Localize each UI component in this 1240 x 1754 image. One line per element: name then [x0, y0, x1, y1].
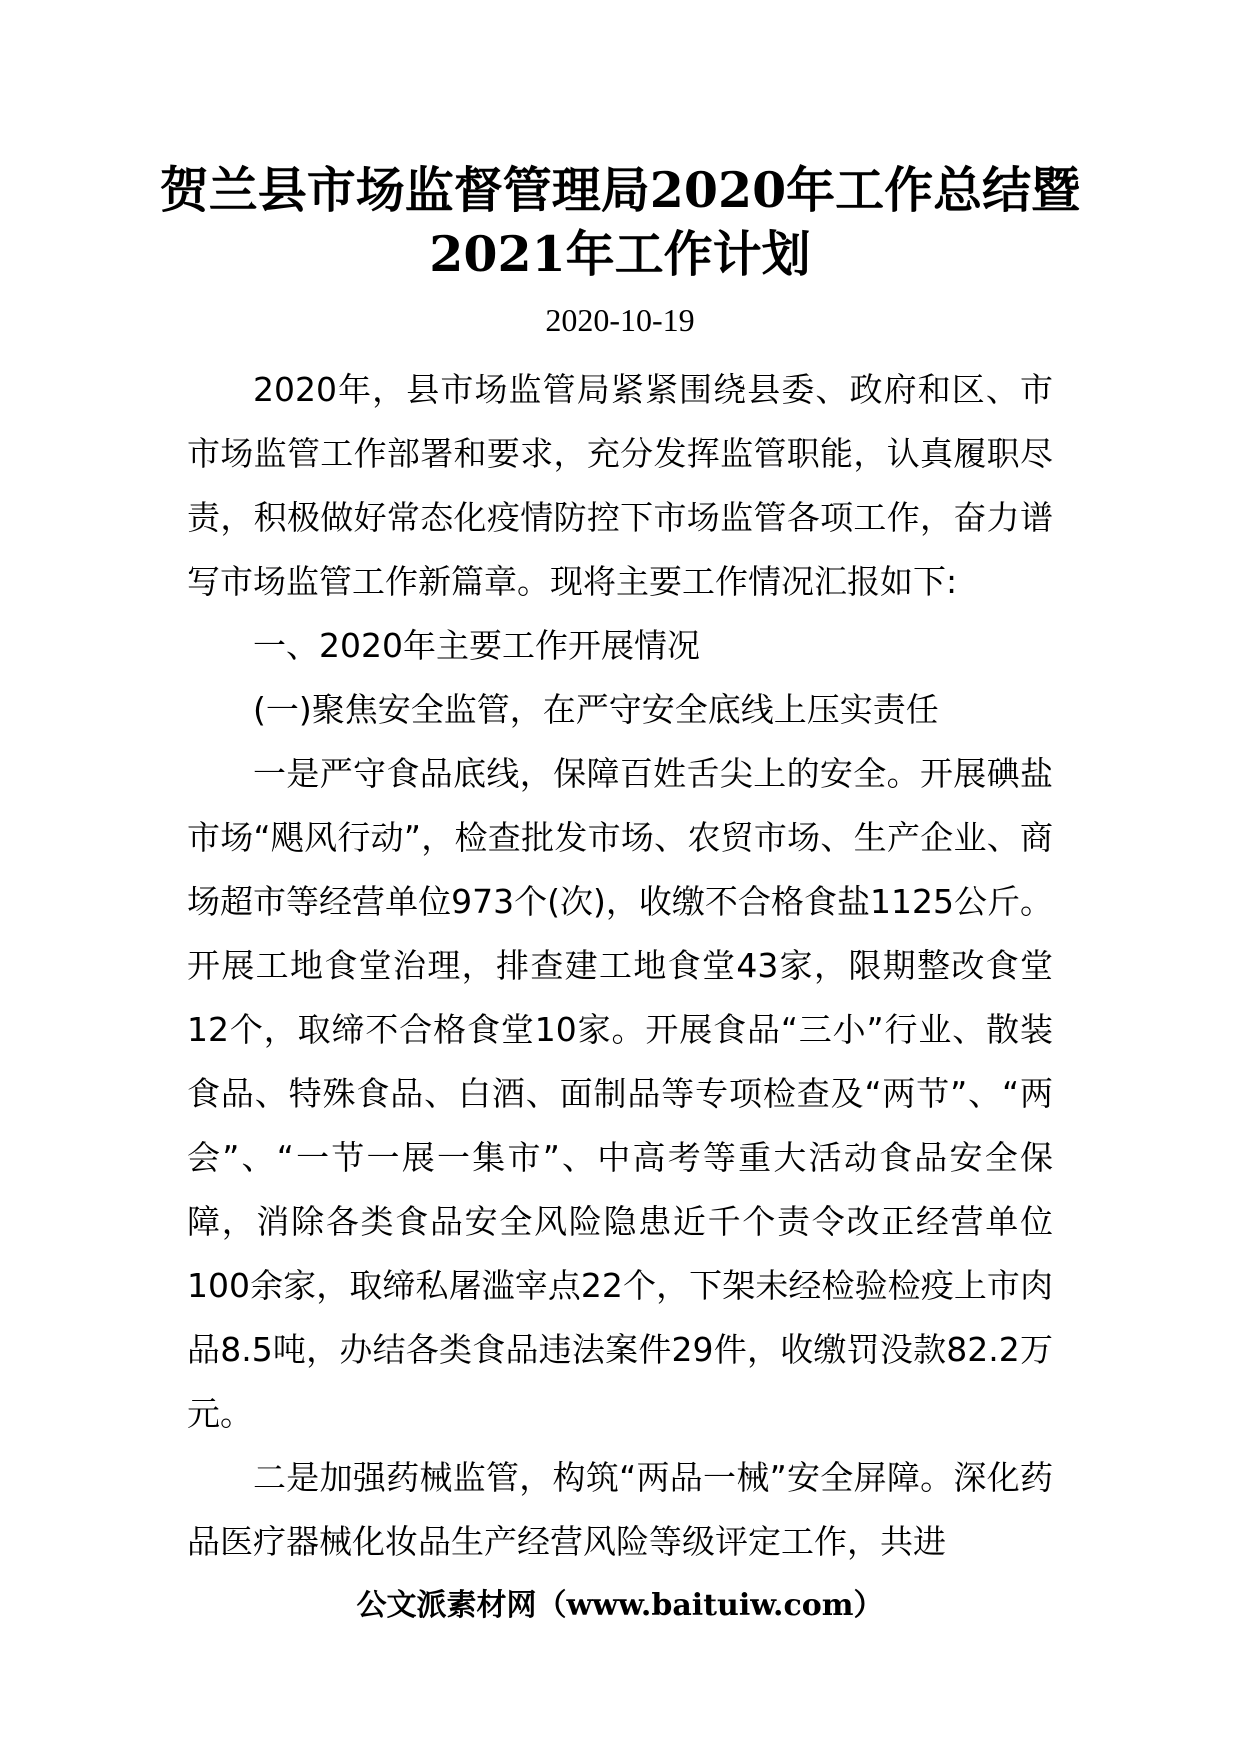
document-title-line2: 2021年工作计划 [429, 225, 811, 283]
document-date: 2020-10-19 [545, 302, 695, 338]
paragraph-intro: 2020年，县市场监管局紧紧围绕县委、政府和区、市市场监管工作部署和要求，充分发挥监管职能，认真履职尽责，积极做好常态化疫情防控下市场监管各项工作，奋力谱写市场监管工作新篇章。现将主要工作情况汇报如下: [187, 370, 1053, 601]
paragraph-drug-supervision: 二是加强药械监管，构筑“两品一械”安全屏障。深化药品医疗器械化妆品生产经营风险等级评定工作，共进 [187, 1458, 1053, 1561]
section-heading-1: 一、2020年主要工作开展情况 [253, 626, 700, 665]
document-body [187, 358, 1053, 1574]
paragraph-food-safety: 一是严守食品底线，保障百姓舌尖上的安全。开展碘盐市场“飓风行动”，检查批发市场、农贸市场、生产企业、商场超市等经营单位973个(次)，收缴不合格食盐1125公斤。开展工地食堂治理，排查建工地食堂43家，限期整改食堂12个，取缔不合格食堂10家。开展食品“三小”行业、散装食品、特殊食品、白酒、面制品等专项检查及“两节”、“两会”、“一节一展一集市”、中高考等重大活动食品安全保障，消除各类食品安全风险隐患近千个责令改正经营单位100余家，取缔私屠滥宰点22个，下架未经检验检疫上市肉品8.5吨，办结各类食品违法案件29件，收缴罚没款82.2万元。 [187, 754, 1053, 1433]
subsection-heading-1: (一)聚焦安全监管，在严守安全底线上压实责任 [253, 690, 939, 729]
document-title-line1: 贺兰县市场监督管理局2020年工作总结暨 [159, 161, 1081, 219]
footer-source: 公文派素材网（www.baituiw.com） [356, 1588, 884, 1623]
